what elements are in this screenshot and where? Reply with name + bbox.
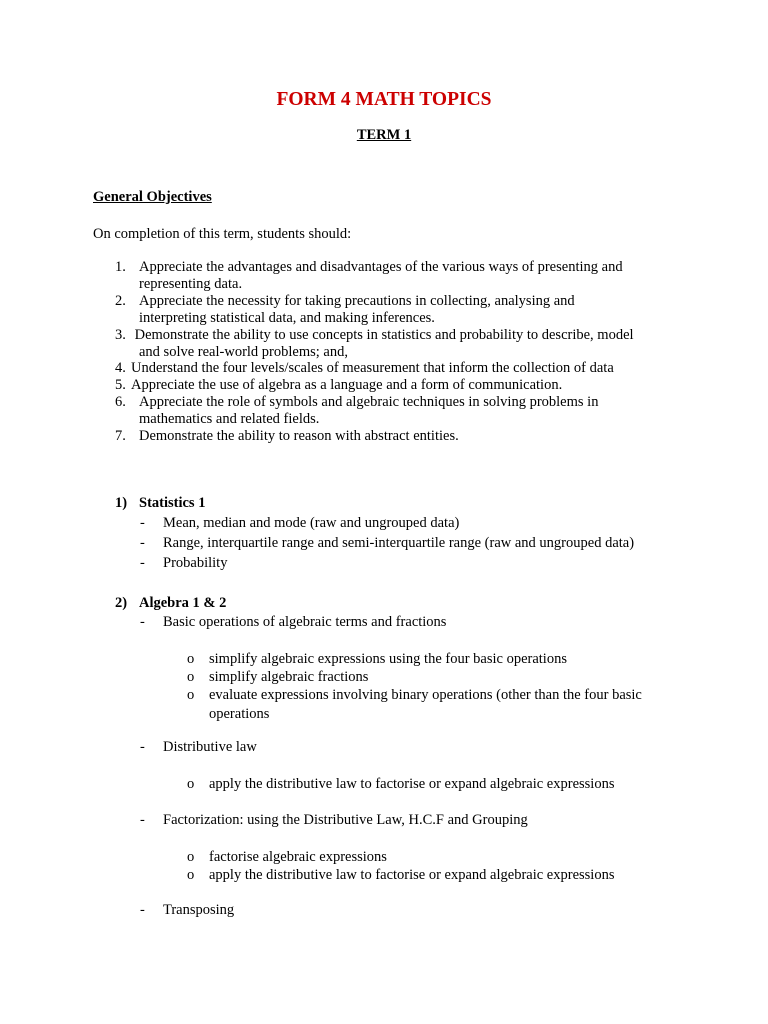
objective-text: Appreciate the advantages and disadvantages of the various ways of presenting and xyxy=(139,259,623,275)
bullet-text: evaluate expressions involving binary operations (other than the four basic xyxy=(209,687,642,703)
term-heading: TERM 1 xyxy=(356,127,412,143)
dash-marker: - xyxy=(140,614,145,630)
objective-number: 7. xyxy=(115,428,126,444)
bullet-text: simplify algebraic fractions xyxy=(209,669,369,685)
objective-text: and solve real-world problems; and, xyxy=(139,344,348,360)
bullet-text: operations xyxy=(209,706,270,722)
objective-text: Appreciate the use of algebra as a language and a form of communication. xyxy=(131,377,563,393)
objective-text: Appreciate the necessity for taking precautions in collecting, analysing and xyxy=(139,293,575,309)
dash-marker: - xyxy=(140,812,145,828)
subtopic-text: Transposing xyxy=(163,902,235,918)
bullet-text: apply the distributive law to factorise or expand algebraic expressions xyxy=(209,867,615,883)
bullet-text: factorise algebraic expressions xyxy=(209,849,387,865)
bullet-marker: o xyxy=(187,867,195,883)
objective-text: Appreciate the role of symbols and algebraic techniques in solving problems in xyxy=(139,394,599,410)
dash-marker: - xyxy=(140,555,145,571)
objective-number: 6. xyxy=(115,394,126,410)
dash-marker: - xyxy=(140,739,145,755)
bullet-marker: o xyxy=(187,849,195,865)
objective-text: Understand the four levels/scales of measurement that inform the collection of data xyxy=(131,360,614,376)
objective-text: Demonstrate the ability to reason with abstract entities. xyxy=(139,428,459,444)
objective-text: Demonstrate the ability to use concepts in statistics and probability to describe, model xyxy=(131,327,634,343)
objective-number: 3. xyxy=(115,327,126,343)
objective-number: 1. xyxy=(115,259,126,275)
dash-marker: - xyxy=(140,515,145,531)
objective-text: mathematics and related fields. xyxy=(139,411,320,427)
bullet-marker: o xyxy=(187,669,195,685)
dash-marker: - xyxy=(140,902,145,918)
objective-number: 5. xyxy=(115,377,126,393)
topic-title: Statistics 1 xyxy=(139,495,206,511)
subtopic-text: Range, interquartile range and semi-interquartile range (raw and ungrouped data) xyxy=(163,535,635,551)
bullet-marker: o xyxy=(187,776,195,792)
general-objectives-heading: General Objectives xyxy=(93,189,212,205)
document-title: FORM 4 MATH TOPICS xyxy=(276,89,492,110)
objective-number: 4. xyxy=(115,360,126,376)
bullet-text: simplify algebraic expressions using the four basic operations xyxy=(209,651,567,667)
objective-text: representing data. xyxy=(139,276,243,292)
subtopic-text: Factorization: using the Distributive Law, H.C.F and Grouping xyxy=(163,812,528,828)
bullet-marker: o xyxy=(187,651,195,667)
subtopic-text: Distributive law xyxy=(163,739,257,755)
subtopic-text: Mean, median and mode (raw and ungrouped data) xyxy=(163,515,460,531)
objective-number: 2. xyxy=(115,293,126,309)
objectives-intro: On completion of this term, students should: xyxy=(93,226,352,242)
subtopic-text: Basic operations of algebraic terms and fractions xyxy=(163,614,447,630)
dash-marker: - xyxy=(140,535,145,551)
topic-title: Algebra 1 & 2 xyxy=(139,595,227,611)
topic-number: 1) xyxy=(115,495,128,511)
subtopic-text: Probability xyxy=(163,555,228,571)
objective-text: interpreting statistical data, and making inferences. xyxy=(139,310,435,326)
bullet-text: apply the distributive law to factorise or expand algebraic expressions xyxy=(209,776,615,792)
bullet-marker: o xyxy=(187,687,195,703)
topic-number: 2) xyxy=(115,595,128,611)
